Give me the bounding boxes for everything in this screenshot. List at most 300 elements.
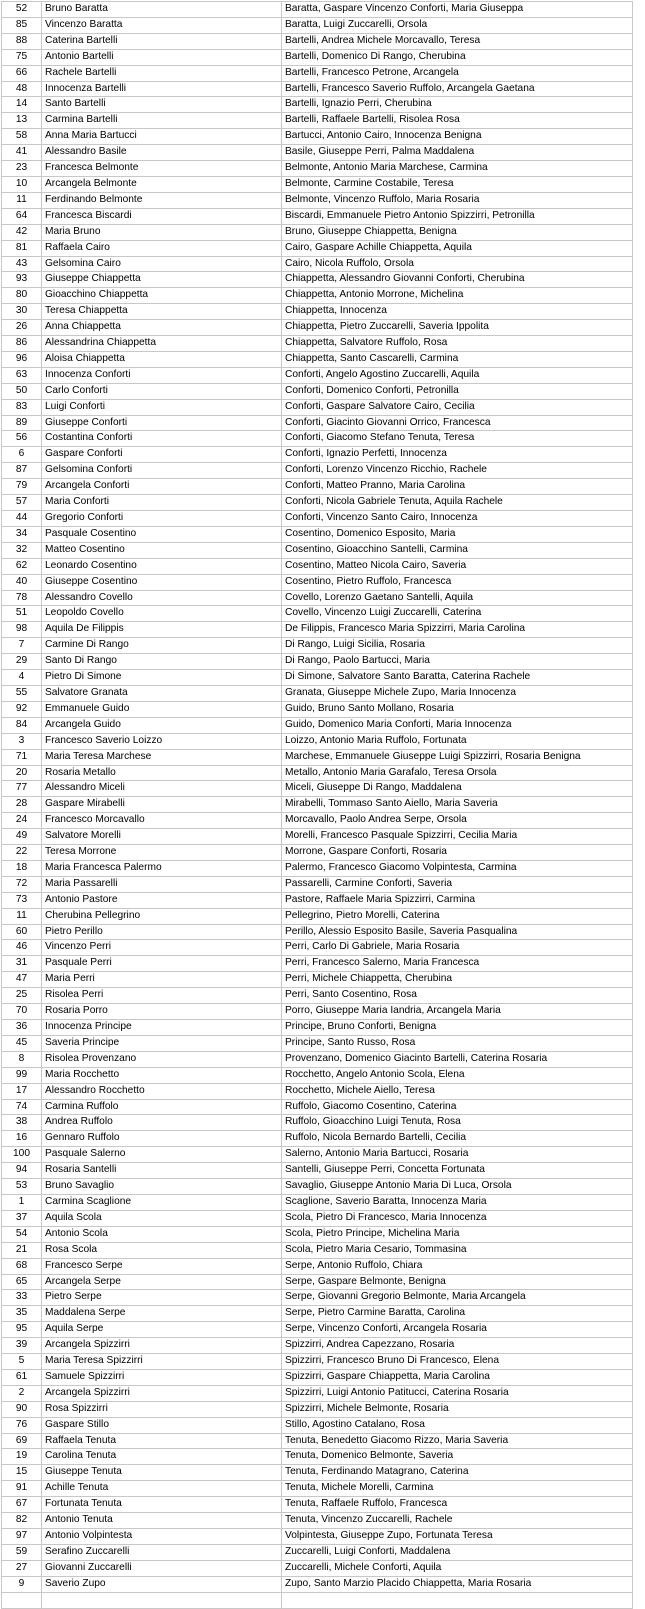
parents-cell[interactable]: Spizzirri, Andrea Capezzano, Rosaria — [282, 1338, 633, 1354]
record-number-cell[interactable]: 59 — [2, 1544, 42, 1560]
record-number-cell[interactable]: 6 — [2, 447, 42, 463]
parents-cell[interactable]: Scola, Pietro Principe, Michelina Maria — [282, 1226, 633, 1242]
parents-cell[interactable]: Metallo, Antonio Maria Garafalo, Teresa Orsola — [282, 765, 633, 781]
record-number-cell[interactable]: 92 — [2, 701, 42, 717]
record-number-cell[interactable]: 100 — [2, 1147, 42, 1163]
record-number-cell[interactable]: 74 — [2, 1099, 42, 1115]
person-name-cell[interactable]: Aquila Scola — [42, 1210, 282, 1226]
parents-cell[interactable]: Bartelli, Ignazio Perri, Cherubina — [282, 97, 633, 113]
parents-cell[interactable]: Spizzirri, Francesco Bruno Di Francesco, Elena — [282, 1354, 633, 1370]
record-number-cell[interactable]: 30 — [2, 304, 42, 320]
parents-cell[interactable]: Scaglione, Saverio Baratta, Innocenza Maria — [282, 1194, 633, 1210]
record-number-cell[interactable]: 94 — [2, 1163, 42, 1179]
parents-cell[interactable]: Belmonte, Vincenzo Ruffolo, Maria Rosaria — [282, 192, 633, 208]
parents-cell[interactable]: Scola, Pietro Di Francesco, Maria Innocenza — [282, 1210, 633, 1226]
record-number-cell[interactable]: 41 — [2, 145, 42, 161]
person-name-cell[interactable]: Gennaro Ruffolo — [42, 1131, 282, 1147]
person-name-cell[interactable]: Santo Di Rango — [42, 654, 282, 670]
person-name-cell[interactable]: Emmanuele Guido — [42, 701, 282, 717]
record-number-cell[interactable]: 98 — [2, 622, 42, 638]
record-number-cell[interactable]: 24 — [2, 813, 42, 829]
person-name-cell[interactable]: Carmine Di Rango — [42, 638, 282, 654]
parents-cell[interactable]: Chiappetta, Santo Cascarelli, Carmina — [282, 351, 633, 367]
parents-cell[interactable]: Tenuta, Benedetto Giacomo Rizzo, Maria Saveria — [282, 1433, 633, 1449]
parents-cell[interactable]: Spizzirri, Gaspare Chiappetta, Maria Carolina — [282, 1369, 633, 1385]
parents-cell[interactable]: Spizzirri, Michele Belmonte, Rosaria — [282, 1401, 633, 1417]
parents-cell[interactable]: Volpintesta, Giuseppe Zupo, Fortunata Teresa — [282, 1529, 633, 1545]
record-number-cell[interactable]: 1 — [2, 1194, 42, 1210]
person-name-cell[interactable]: Carmina Ruffolo — [42, 1099, 282, 1115]
person-name-cell[interactable]: Innocenza Principe — [42, 1020, 282, 1036]
record-number-cell[interactable]: 47 — [2, 972, 42, 988]
parents-cell[interactable]: Salerno, Antonio Maria Bartucci, Rosaria — [282, 1147, 633, 1163]
person-name-cell[interactable]: Aquila Serpe — [42, 1322, 282, 1338]
record-number-cell[interactable]: 79 — [2, 479, 42, 495]
record-number-cell[interactable]: 54 — [2, 1226, 42, 1242]
person-name-cell[interactable]: Innocenza Conforti — [42, 367, 282, 383]
person-name-cell[interactable]: Pietro Serpe — [42, 1290, 282, 1306]
person-name-cell[interactable]: Pasquale Cosentino — [42, 526, 282, 542]
parents-cell[interactable]: Scola, Pietro Maria Cesario, Tommasina — [282, 1242, 633, 1258]
person-name-cell[interactable]: Antonio Volpintesta — [42, 1529, 282, 1545]
person-name-cell[interactable]: Giovanni Zuccarelli — [42, 1560, 282, 1576]
record-number-cell[interactable]: 11 — [2, 192, 42, 208]
parents-cell[interactable]: Bartucci, Antonio Cairo, Innocenza Benigna — [282, 129, 633, 145]
record-number-cell[interactable]: 40 — [2, 574, 42, 590]
parents-cell[interactable]: Cosentino, Gioacchino Santelli, Carmina — [282, 542, 633, 558]
record-number-cell[interactable]: 23 — [2, 161, 42, 177]
person-name-cell[interactable] — [42, 1592, 282, 1608]
person-name-cell[interactable]: Pasquale Salerno — [42, 1147, 282, 1163]
person-name-cell[interactable]: Gioacchino Chiappetta — [42, 288, 282, 304]
person-name-cell[interactable]: Gelsomina Conforti — [42, 463, 282, 479]
person-name-cell[interactable]: Salvatore Granata — [42, 685, 282, 701]
person-name-cell[interactable]: Cherubina Pellegrino — [42, 908, 282, 924]
person-name-cell[interactable]: Francesco Saverio Loizzo — [42, 733, 282, 749]
record-number-cell[interactable]: 43 — [2, 256, 42, 272]
parents-cell[interactable]: Granata, Giuseppe Michele Zupo, Maria Innocenza — [282, 685, 633, 701]
person-name-cell[interactable]: Giuseppe Chiappetta — [42, 272, 282, 288]
parents-cell[interactable]: Serpe, Giovanni Gregorio Belmonte, Maria Arcangela — [282, 1290, 633, 1306]
person-name-cell[interactable]: Costantina Conforti — [42, 431, 282, 447]
parents-cell[interactable]: Tenuta, Raffaele Ruffolo, Francesca — [282, 1497, 633, 1513]
parents-cell[interactable]: Rocchetto, Michele Aiello, Teresa — [282, 1083, 633, 1099]
parents-cell[interactable]: Rocchetto, Angelo Antonio Scola, Elena — [282, 1067, 633, 1083]
parents-cell[interactable]: Conforti, Nicola Gabriele Tenuta, Aquila Rachele — [282, 495, 633, 511]
person-name-cell[interactable]: Rosaria Santelli — [42, 1163, 282, 1179]
parents-cell[interactable]: Cairo, Nicola Ruffolo, Orsola — [282, 256, 633, 272]
parents-cell[interactable]: Savaglio, Giuseppe Antonio Maria Di Luca, Orsola — [282, 1179, 633, 1195]
record-number-cell[interactable]: 81 — [2, 240, 42, 256]
parents-cell[interactable]: Serpe, Gaspare Belmonte, Benigna — [282, 1274, 633, 1290]
record-number-cell[interactable]: 83 — [2, 399, 42, 415]
person-name-cell[interactable]: Bruno Baratta — [42, 2, 282, 18]
parents-cell[interactable]: Perillo, Alessio Esposito Basile, Saveria Pasqualina — [282, 924, 633, 940]
record-number-cell[interactable]: 4 — [2, 670, 42, 686]
parents-cell[interactable]: Spizzirri, Luigi Antonio Patitucci, Caterina Rosaria — [282, 1385, 633, 1401]
person-name-cell[interactable]: Andrea Ruffolo — [42, 1115, 282, 1131]
record-number-cell[interactable] — [2, 1592, 42, 1608]
record-number-cell[interactable]: 39 — [2, 1338, 42, 1354]
person-name-cell[interactable]: Gaspare Stillo — [42, 1417, 282, 1433]
parents-cell[interactable]: Chiappetta, Pietro Zuccarelli, Saveria Ippolita — [282, 320, 633, 336]
record-number-cell[interactable]: 14 — [2, 97, 42, 113]
person-name-cell[interactable]: Maria Perri — [42, 972, 282, 988]
parents-cell[interactable]: Perri, Michele Chiappetta, Cherubina — [282, 972, 633, 988]
record-number-cell[interactable]: 88 — [2, 33, 42, 49]
record-number-cell[interactable]: 66 — [2, 65, 42, 81]
person-name-cell[interactable]: Antonio Tenuta — [42, 1513, 282, 1529]
record-number-cell[interactable]: 16 — [2, 1131, 42, 1147]
record-number-cell[interactable]: 63 — [2, 367, 42, 383]
parents-cell[interactable]: Di Rango, Luigi Sicilia, Rosaria — [282, 638, 633, 654]
record-number-cell[interactable]: 90 — [2, 1401, 42, 1417]
parents-cell[interactable]: Serpe, Pietro Carmine Baratta, Carolina — [282, 1306, 633, 1322]
record-number-cell[interactable]: 50 — [2, 383, 42, 399]
person-name-cell[interactable]: Carmina Scaglione — [42, 1194, 282, 1210]
record-number-cell[interactable]: 18 — [2, 860, 42, 876]
person-name-cell[interactable]: Maria Teresa Marchese — [42, 749, 282, 765]
record-number-cell[interactable]: 57 — [2, 495, 42, 511]
record-number-cell[interactable]: 73 — [2, 892, 42, 908]
person-name-cell[interactable]: Leonardo Cosentino — [42, 558, 282, 574]
parents-cell[interactable]: Covello, Lorenzo Gaetano Santelli, Aquila — [282, 590, 633, 606]
parents-cell[interactable]: Guido, Domenico Maria Conforti, Maria Innocenza — [282, 717, 633, 733]
person-name-cell[interactable]: Saverio Zupo — [42, 1576, 282, 1592]
record-number-cell[interactable]: 80 — [2, 288, 42, 304]
record-number-cell[interactable]: 15 — [2, 1465, 42, 1481]
person-name-cell[interactable]: Gregorio Conforti — [42, 511, 282, 527]
parents-cell[interactable]: Perri, Francesco Salerno, Maria Francesca — [282, 956, 633, 972]
person-name-cell[interactable]: Serafino Zuccarelli — [42, 1544, 282, 1560]
record-number-cell[interactable]: 27 — [2, 1560, 42, 1576]
parents-cell[interactable]: Guido, Bruno Santo Mollano, Rosaria — [282, 701, 633, 717]
record-number-cell[interactable]: 56 — [2, 431, 42, 447]
record-number-cell[interactable]: 13 — [2, 113, 42, 129]
record-number-cell[interactable]: 7 — [2, 638, 42, 654]
person-name-cell[interactable]: Caterina Bartelli — [42, 33, 282, 49]
record-number-cell[interactable]: 52 — [2, 2, 42, 18]
person-name-cell[interactable]: Gaspare Conforti — [42, 447, 282, 463]
parents-cell[interactable]: De Filippis, Francesco Maria Spizzirri, Maria Carolina — [282, 622, 633, 638]
person-name-cell[interactable]: Maria Teresa Spizzirri — [42, 1354, 282, 1370]
record-number-cell[interactable]: 34 — [2, 526, 42, 542]
record-number-cell[interactable]: 44 — [2, 511, 42, 527]
record-number-cell[interactable]: 53 — [2, 1179, 42, 1195]
record-number-cell[interactable]: 93 — [2, 272, 42, 288]
person-name-cell[interactable]: Maria Bruno — [42, 224, 282, 240]
record-number-cell[interactable]: 77 — [2, 781, 42, 797]
parents-cell[interactable]: Serpe, Antonio Ruffolo, Chiara — [282, 1258, 633, 1274]
record-number-cell[interactable]: 29 — [2, 654, 42, 670]
person-name-cell[interactable]: Arcangela Conforti — [42, 479, 282, 495]
person-name-cell[interactable]: Maria Conforti — [42, 495, 282, 511]
record-number-cell[interactable]: 70 — [2, 1004, 42, 1020]
record-number-cell[interactable]: 76 — [2, 1417, 42, 1433]
record-number-cell[interactable]: 69 — [2, 1433, 42, 1449]
person-name-cell[interactable]: Maddalena Serpe — [42, 1306, 282, 1322]
parents-cell[interactable]: Tenuta, Vincenzo Zuccarelli, Rachele — [282, 1513, 633, 1529]
person-name-cell[interactable]: Carolina Tenuta — [42, 1449, 282, 1465]
record-number-cell[interactable]: 35 — [2, 1306, 42, 1322]
parents-cell[interactable]: Porro, Giuseppe Maria Iandria, Arcangela Maria — [282, 1004, 633, 1020]
record-number-cell[interactable]: 91 — [2, 1481, 42, 1497]
parents-cell[interactable]: Conforti, Lorenzo Vincenzo Ricchio, Rachele — [282, 463, 633, 479]
person-name-cell[interactable]: Aquila De Filippis — [42, 622, 282, 638]
parents-cell[interactable] — [282, 1592, 633, 1608]
person-name-cell[interactable]: Giuseppe Conforti — [42, 415, 282, 431]
parents-cell[interactable]: Conforti, Giacinto Giovanni Orrico, Francesca — [282, 415, 633, 431]
record-number-cell[interactable]: 99 — [2, 1067, 42, 1083]
person-name-cell[interactable]: Rachele Bartelli — [42, 65, 282, 81]
person-name-cell[interactable]: Antonio Scola — [42, 1226, 282, 1242]
record-number-cell[interactable]: 87 — [2, 463, 42, 479]
parents-cell[interactable]: Tenuta, Ferdinando Matagrano, Caterina — [282, 1465, 633, 1481]
person-name-cell[interactable]: Giuseppe Tenuta — [42, 1465, 282, 1481]
person-name-cell[interactable]: Rosa Spizzirri — [42, 1401, 282, 1417]
parents-cell[interactable]: Ruffolo, Giacomo Cosentino, Caterina — [282, 1099, 633, 1115]
person-name-cell[interactable]: Arcangela Spizzirri — [42, 1385, 282, 1401]
record-number-cell[interactable]: 2 — [2, 1385, 42, 1401]
parents-cell[interactable]: Passarelli, Carmine Conforti, Saveria — [282, 876, 633, 892]
record-number-cell[interactable]: 78 — [2, 590, 42, 606]
record-number-cell[interactable]: 10 — [2, 176, 42, 192]
record-number-cell[interactable]: 62 — [2, 558, 42, 574]
record-number-cell[interactable]: 38 — [2, 1115, 42, 1131]
person-name-cell[interactable]: Gaspare Mirabelli — [42, 797, 282, 813]
record-number-cell[interactable]: 20 — [2, 765, 42, 781]
record-number-cell[interactable]: 68 — [2, 1258, 42, 1274]
record-number-cell[interactable]: 3 — [2, 733, 42, 749]
person-name-cell[interactable]: Samuele Spizzirri — [42, 1369, 282, 1385]
person-name-cell[interactable]: Giuseppe Cosentino — [42, 574, 282, 590]
person-name-cell[interactable]: Fortunata Tenuta — [42, 1497, 282, 1513]
parents-cell[interactable]: Morrone, Gaspare Conforti, Rosaria — [282, 845, 633, 861]
person-name-cell[interactable]: Pietro Di Simone — [42, 670, 282, 686]
parents-cell[interactable]: Conforti, Angelo Agostino Zuccarelli, Aquila — [282, 367, 633, 383]
person-name-cell[interactable]: Alessandro Covello — [42, 590, 282, 606]
person-name-cell[interactable]: Rosa Scola — [42, 1242, 282, 1258]
parents-cell[interactable]: Basile, Giuseppe Perri, Palma Maddalena — [282, 145, 633, 161]
parents-cell[interactable]: Stillo, Agostino Catalano, Rosa — [282, 1417, 633, 1433]
person-name-cell[interactable]: Ferdinando Belmonte — [42, 192, 282, 208]
parents-cell[interactable]: Conforti, Gaspare Salvatore Cairo, Cecilia — [282, 399, 633, 415]
parents-cell[interactable]: Bartelli, Raffaele Bartelli, Risolea Rosa — [282, 113, 633, 129]
person-name-cell[interactable]: Maria Rocchetto — [42, 1067, 282, 1083]
person-name-cell[interactable]: Salvatore Morelli — [42, 829, 282, 845]
record-number-cell[interactable]: 82 — [2, 1513, 42, 1529]
parents-cell[interactable]: Ruffolo, Gioacchino Luigi Tenuta, Rosa — [282, 1115, 633, 1131]
parents-cell[interactable]: Chiappetta, Antonio Morrone, Michelina — [282, 288, 633, 304]
person-name-cell[interactable]: Teresa Morrone — [42, 845, 282, 861]
parents-cell[interactable]: Bartelli, Domenico Di Rango, Cherubina — [282, 49, 633, 65]
record-number-cell[interactable]: 85 — [2, 17, 42, 33]
parents-cell[interactable]: Perri, Carlo Di Gabriele, Maria Rosaria — [282, 940, 633, 956]
record-number-cell[interactable]: 22 — [2, 845, 42, 861]
person-name-cell[interactable]: Raffaela Tenuta — [42, 1433, 282, 1449]
record-number-cell[interactable]: 75 — [2, 49, 42, 65]
person-name-cell[interactable]: Arcangela Guido — [42, 717, 282, 733]
record-number-cell[interactable]: 55 — [2, 685, 42, 701]
person-name-cell[interactable]: Rosaria Metallo — [42, 765, 282, 781]
record-number-cell[interactable]: 64 — [2, 208, 42, 224]
parents-cell[interactable]: Morelli, Francesco Pasquale Spizzirri, Cecilia Maria — [282, 829, 633, 845]
person-name-cell[interactable]: Rosaria Porro — [42, 1004, 282, 1020]
parents-cell[interactable]: Bartelli, Francesco Petrone, Arcangela — [282, 65, 633, 81]
parents-cell[interactable]: Zupo, Santo Marzio Placido Chiappetta, Maria Rosaria — [282, 1576, 633, 1592]
parents-cell[interactable]: Biscardi, Emmanuele Pietro Antonio Spizzirri, Petronilla — [282, 208, 633, 224]
parents-cell[interactable]: Tenuta, Domenico Belmonte, Saveria — [282, 1449, 633, 1465]
record-number-cell[interactable]: 25 — [2, 988, 42, 1004]
parents-cell[interactable]: Principe, Santo Russo, Rosa — [282, 1035, 633, 1051]
parents-cell[interactable]: Conforti, Domenico Conforti, Petronilla — [282, 383, 633, 399]
person-name-cell[interactable]: Leopoldo Covello — [42, 606, 282, 622]
person-name-cell[interactable]: Anna Maria Bartucci — [42, 129, 282, 145]
person-name-cell[interactable]: Saveria Principe — [42, 1035, 282, 1051]
parents-cell[interactable]: Provenzano, Domenico Giacinto Bartelli, Caterina Rosaria — [282, 1051, 633, 1067]
record-number-cell[interactable]: 37 — [2, 1210, 42, 1226]
person-name-cell[interactable]: Maria Passarelli — [42, 876, 282, 892]
record-number-cell[interactable]: 45 — [2, 1035, 42, 1051]
record-number-cell[interactable]: 72 — [2, 876, 42, 892]
person-name-cell[interactable]: Bruno Savaglio — [42, 1179, 282, 1195]
parents-cell[interactable]: Loizzo, Antonio Maria Ruffolo, Fortunata — [282, 733, 633, 749]
parents-cell[interactable]: Belmonte, Antonio Maria Marchese, Carmina — [282, 161, 633, 177]
record-number-cell[interactable]: 8 — [2, 1051, 42, 1067]
parents-cell[interactable]: Palermo, Francesco Giacomo Volpintesta, Carmina — [282, 860, 633, 876]
record-number-cell[interactable]: 21 — [2, 1242, 42, 1258]
person-name-cell[interactable]: Raffaela Cairo — [42, 240, 282, 256]
parents-cell[interactable]: Chiappetta, Alessandro Giovanni Conforti, Cherubina — [282, 272, 633, 288]
record-number-cell[interactable]: 33 — [2, 1290, 42, 1306]
person-name-cell[interactable]: Arcangela Serpe — [42, 1274, 282, 1290]
parents-cell[interactable]: Perri, Santo Cosentino, Rosa — [282, 988, 633, 1004]
parents-cell[interactable]: Zuccarelli, Luigi Conforti, Maddalena — [282, 1544, 633, 1560]
person-name-cell[interactable]: Alessandro Miceli — [42, 781, 282, 797]
parents-cell[interactable]: Marchese, Emmanuele Giuseppe Luigi Spizzirri, Rosaria Benigna — [282, 749, 633, 765]
parents-cell[interactable]: Tenuta, Michele Morelli, Carmina — [282, 1481, 633, 1497]
person-name-cell[interactable]: Matteo Cosentino — [42, 542, 282, 558]
person-name-cell[interactable]: Aloisa Chiappetta — [42, 351, 282, 367]
parents-cell[interactable]: Serpe, Vincenzo Conforti, Arcangela Rosaria — [282, 1322, 633, 1338]
person-name-cell[interactable]: Achille Tenuta — [42, 1481, 282, 1497]
parents-cell[interactable]: Conforti, Giacomo Stefano Tenuta, Teresa — [282, 431, 633, 447]
person-name-cell[interactable]: Gelsomina Cairo — [42, 256, 282, 272]
person-name-cell[interactable]: Alessandro Rocchetto — [42, 1083, 282, 1099]
parents-cell[interactable]: Mirabelli, Tommaso Santo Aiello, Maria Saveria — [282, 797, 633, 813]
person-name-cell[interactable]: Arcangela Spizzirri — [42, 1338, 282, 1354]
record-number-cell[interactable]: 71 — [2, 749, 42, 765]
record-number-cell[interactable]: 67 — [2, 1497, 42, 1513]
record-number-cell[interactable]: 19 — [2, 1449, 42, 1465]
record-number-cell[interactable]: 86 — [2, 336, 42, 352]
person-name-cell[interactable]: Teresa Chiappetta — [42, 304, 282, 320]
person-name-cell[interactable]: Vincenzo Baratta — [42, 17, 282, 33]
record-number-cell[interactable]: 48 — [2, 81, 42, 97]
parents-cell[interactable]: Zuccarelli, Michele Conforti, Aquila — [282, 1560, 633, 1576]
person-name-cell[interactable]: Risolea Perri — [42, 988, 282, 1004]
parents-cell[interactable]: Principe, Bruno Conforti, Benigna — [282, 1020, 633, 1036]
parents-cell[interactable]: Bruno, Giuseppe Chiappetta, Benigna — [282, 224, 633, 240]
record-number-cell[interactable]: 9 — [2, 1576, 42, 1592]
record-number-cell[interactable]: 49 — [2, 829, 42, 845]
parents-cell[interactable]: Conforti, Ignazio Perfetti, Innocenza — [282, 447, 633, 463]
parents-cell[interactable]: Morcavallo, Paolo Andrea Serpe, Orsola — [282, 813, 633, 829]
parents-cell[interactable]: Di Rango, Paolo Bartucci, Maria — [282, 654, 633, 670]
record-number-cell[interactable]: 84 — [2, 717, 42, 733]
person-name-cell[interactable]: Risolea Provenzano — [42, 1051, 282, 1067]
parents-cell[interactable]: Chiappetta, Innocenza — [282, 304, 633, 320]
person-name-cell[interactable]: Alessandro Basile — [42, 145, 282, 161]
parents-cell[interactable]: Bartelli, Francesco Saverio Ruffolo, Arcangela Gaetana — [282, 81, 633, 97]
parents-cell[interactable]: Cosentino, Domenico Esposito, Maria — [282, 526, 633, 542]
person-name-cell[interactable]: Arcangela Belmonte — [42, 176, 282, 192]
parents-cell[interactable]: Pellegrino, Pietro Morelli, Caterina — [282, 908, 633, 924]
parents-cell[interactable]: Baratta, Gaspare Vincenzo Conforti, Maria Giuseppa — [282, 2, 633, 18]
parents-cell[interactable]: Baratta, Luigi Zuccarelli, Orsola — [282, 17, 633, 33]
person-name-cell[interactable]: Alessandrina Chiappetta — [42, 336, 282, 352]
record-number-cell[interactable]: 26 — [2, 320, 42, 336]
person-name-cell[interactable]: Carlo Conforti — [42, 383, 282, 399]
parents-cell[interactable]: Cosentino, Matteo Nicola Cairo, Saveria — [282, 558, 633, 574]
person-name-cell[interactable]: Antonio Bartelli — [42, 49, 282, 65]
person-name-cell[interactable]: Pietro Perillo — [42, 924, 282, 940]
record-number-cell[interactable]: 31 — [2, 956, 42, 972]
parents-cell[interactable]: Miceli, Giuseppe Di Rango, Maddalena — [282, 781, 633, 797]
parents-cell[interactable]: Cairo, Gaspare Achille Chiappetta, Aquila — [282, 240, 633, 256]
person-name-cell[interactable]: Carmina Bartelli — [42, 113, 282, 129]
person-name-cell[interactable]: Francesco Morcavallo — [42, 813, 282, 829]
parents-cell[interactable]: Conforti, Vincenzo Santo Cairo, Innocenza — [282, 511, 633, 527]
record-number-cell[interactable]: 17 — [2, 1083, 42, 1099]
person-name-cell[interactable]: Vincenzo Perri — [42, 940, 282, 956]
record-number-cell[interactable]: 97 — [2, 1529, 42, 1545]
person-name-cell[interactable]: Anna Chiappetta — [42, 320, 282, 336]
person-name-cell[interactable]: Pasquale Perri — [42, 956, 282, 972]
parents-cell[interactable]: Santelli, Giuseppe Perri, Concetta Fortunata — [282, 1163, 633, 1179]
record-number-cell[interactable]: 46 — [2, 940, 42, 956]
parents-cell[interactable]: Cosentino, Pietro Ruffolo, Francesca — [282, 574, 633, 590]
parents-cell[interactable]: Conforti, Matteo Pranno, Maria Carolina — [282, 479, 633, 495]
record-number-cell[interactable]: 5 — [2, 1354, 42, 1370]
person-name-cell[interactable]: Antonio Pastore — [42, 892, 282, 908]
record-number-cell[interactable]: 60 — [2, 924, 42, 940]
record-number-cell[interactable]: 95 — [2, 1322, 42, 1338]
person-name-cell[interactable]: Santo Bartelli — [42, 97, 282, 113]
record-number-cell[interactable]: 89 — [2, 415, 42, 431]
parents-cell[interactable]: Belmonte, Carmine Costabile, Teresa — [282, 176, 633, 192]
record-number-cell[interactable]: 58 — [2, 129, 42, 145]
person-name-cell[interactable]: Maria Francesca Palermo — [42, 860, 282, 876]
parents-cell[interactable]: Bartelli, Andrea Michele Morcavallo, Teresa — [282, 33, 633, 49]
record-number-cell[interactable]: 42 — [2, 224, 42, 240]
person-name-cell[interactable]: Francesca Belmonte — [42, 161, 282, 177]
parents-cell[interactable]: Di Simone, Salvatore Santo Baratta, Caterina Rachele — [282, 670, 633, 686]
record-number-cell[interactable]: 32 — [2, 542, 42, 558]
parents-cell[interactable]: Ruffolo, Nicola Bernardo Bartelli, Cecilia — [282, 1131, 633, 1147]
person-name-cell[interactable]: Francesca Biscardi — [42, 208, 282, 224]
person-name-cell[interactable]: Luigi Conforti — [42, 399, 282, 415]
person-name-cell[interactable]: Innocenza Bartelli — [42, 81, 282, 97]
record-number-cell[interactable]: 51 — [2, 606, 42, 622]
parents-cell[interactable]: Covello, Vincenzo Luigi Zuccarelli, Caterina — [282, 606, 633, 622]
record-number-cell[interactable]: 65 — [2, 1274, 42, 1290]
record-number-cell[interactable]: 11 — [2, 908, 42, 924]
parents-cell[interactable]: Chiappetta, Salvatore Ruffolo, Rosa — [282, 336, 633, 352]
record-number-cell[interactable]: 36 — [2, 1020, 42, 1036]
parents-cell[interactable]: Pastore, Raffaele Maria Spizzirri, Carmina — [282, 892, 633, 908]
person-name-cell[interactable]: Francesco Serpe — [42, 1258, 282, 1274]
